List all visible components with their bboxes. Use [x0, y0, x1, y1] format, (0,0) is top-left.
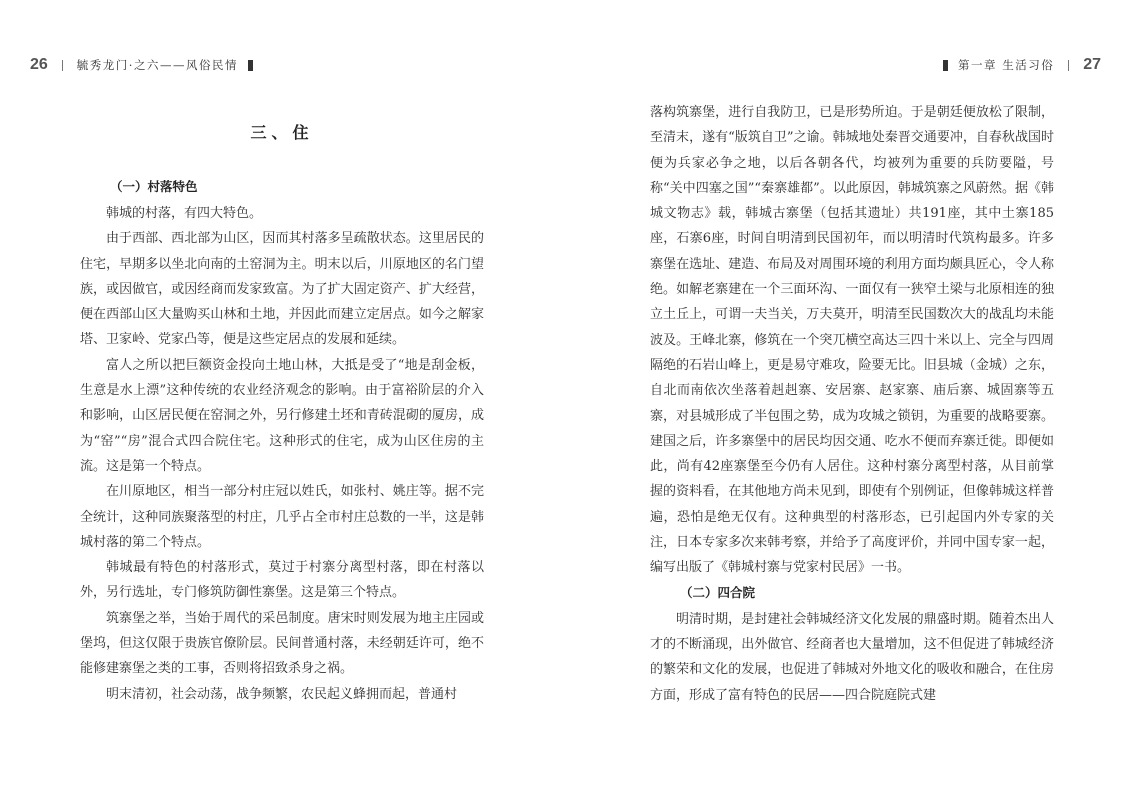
right-header-title: 第一章 生活习俗 — [958, 58, 1055, 72]
left-header-title: 毓秀龙门·之六——风俗民情 — [76, 58, 238, 72]
right-page-number: 27 — [1083, 56, 1101, 73]
left-page-number: 26 — [30, 56, 48, 73]
paragraph: 韩城的村落，有四大特色。 — [106, 206, 263, 221]
header-block-marker — [943, 60, 948, 71]
right-text-column — [650, 100, 1054, 708]
subsection-heading-courtyard: （二）四合院 — [680, 585, 756, 600]
header-divider — [62, 60, 63, 71]
paragraph: 韩城最有特色的村落形式，莫过于村寨分离型村落，即在村落以外，另行选址，专门修筑防御性寨堡。这是第三个特点。 — [80, 560, 484, 601]
section-title: 三、住 — [250, 123, 314, 142]
right-page — [566, 0, 1133, 799]
paragraph: 明末清初，社会动荡，战争频繁，农民起义蜂拥而起，普通村 — [106, 686, 458, 702]
header-block-marker — [248, 60, 253, 71]
paragraph: 富人之所以把巨额资金投向土地山林，大抵是受了“地是刮金板，生意是水上漂”这种传统的农业经济观念的影响。由于富裕阶层的介入和影响，山区居民便在窑洞之外，另行修建土坯和青砖混砌的厦房，成为“窑”“房”混合式四合院住宅。这种形式的住宅，成为山区住房的主流。这是第一个特点。 — [80, 357, 484, 474]
left-page — [0, 0, 566, 799]
left-text-column — [80, 98, 484, 707]
header-divider — [1068, 60, 1069, 71]
paragraph: 筑寨堡之举，当始于周代的采邑制度。唐宋时则发展为地主庄园或堡坞，但这仅限于贵族官僚阶层。民间普通村落，未经朝廷许可，绝不能修建寨堡之类的工事，否则将招致杀身之祸。 — [80, 610, 484, 677]
left-page-header — [30, 53, 263, 77]
subsection-heading-village: （一）村落特色 — [110, 180, 198, 194]
paragraph: 明清时期，是封建社会韩城经济文化发展的鼎盛时期。随着杰出人才的不断涌现，出外做官、经商者也大量增加，这不但促进了韩城经济的繁荣和文化的发展，也促进了韩城对外地文化的吸收和融合，在住房方面，形成了富有特色的民居——四合院庭院式建 — [650, 611, 1054, 703]
paragraph-continued: 落构筑寨堡，进行自我防卫，已是形势所迫。于是朝廷便放松了限制，至清末，遂有“版筑自卫”之谕。韩城地处秦晋交通要冲，自春秋战国时便为兵家必争之地，以后各朝各代，均被列为重要的兵防要隘，号称“关中四塞之国”“秦寨雄都”。以此原因，韩城筑寨之风蔚然。据《韩城文物志》载，韩城古寨堡（包括其遗址）共191座，其中土寨185座，石寨6座，时间自明清到民国初年，而以明清时代筑构最多。许多寨堡在选址、建造、布局及对周围环境的利用方面均颇具匠心，令人称绝。如解老寨建在一个三面环沟、一面仅有一狭窄土梁与北原相连的独立土丘上，可谓一夫当关，万夫莫开，明清至民国数次大的战乱均未能波及。王峰北寨，修筑在一个突兀横空高达三四十米以上、完全与四周隔绝的石岩山峰上，更是易守难攻，险要无比。旧县城（金城）之东，自北而南依次坐落着赳赳寨、安居寨、赵家寨、庙后寨、城固寨等五寨，对县城形成了半包围之势，成为攻城之锁钥，为重要的战略要寨。建国之后，许多寨堡中的居民均因交通、吃水不便而弃寨迁徙。即便如此，尚有42座寨堡至今仍有人居住。这种村寨分离型村落，从目前掌握的资料看，在其他地方尚未见到，即使有个别例证，但像韩城这样普遍，恐怕是绝无仅有。这种典型的村落形态，已引起国内外专家的关注，日本专家多次来韩考察，并给予了高度评价，并同中国专家一起，编写出版了《韩城村寨与党家村民居》一书。 — [650, 105, 1054, 576]
paragraph: 在川原地区，相当一部分村庄冠以姓氏，如张村、姚庄等。据不完全统计，这种同族聚落型的村庄，几乎占全市村庄总数的一半，这是韩城村落的第二个特点。 — [80, 484, 484, 550]
right-page-header — [933, 53, 1101, 77]
paragraph: 由于西部、西北部为山区，因而其村落多呈疏散状态。这里居民的住宅，早期多以坐北向南的土窑洞为主。明末以后，川原地区的名门望族，或因做官，或因经商而发家致富。为了扩大固定资产、扩大经营，便在西部山区大量购买山林和土地，并因此而建立定居点。如今之解家塔、卫家岭、党家凸等，便是这些定居点的发展和延续。 — [80, 231, 484, 348]
